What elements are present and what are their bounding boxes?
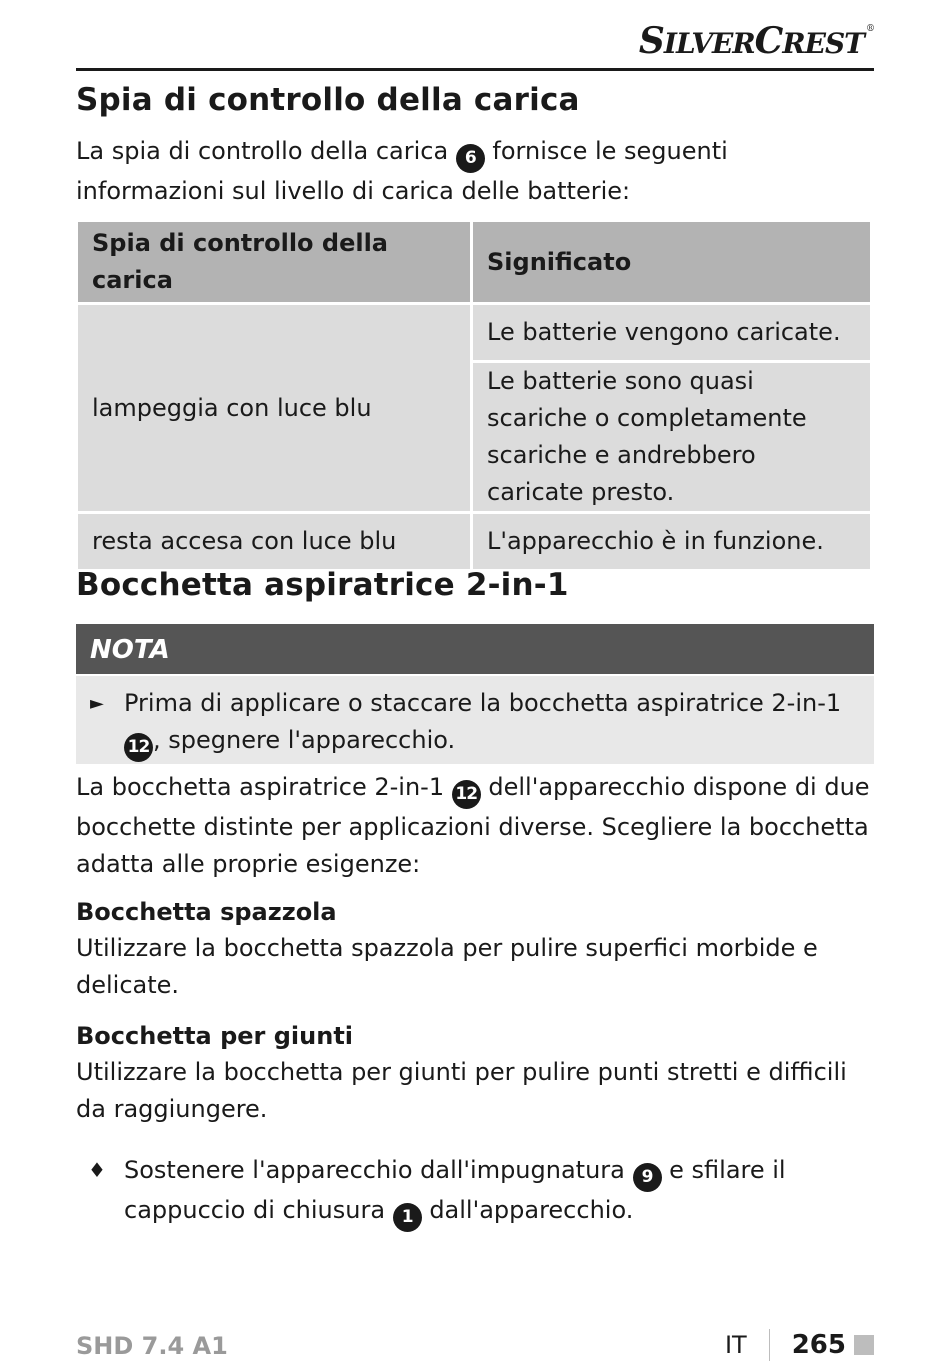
part-ref-6: 6 <box>456 144 485 173</box>
section-title-charge-indicator: Spia di controllo della carica <box>76 82 580 118</box>
table-row <box>78 305 870 360</box>
registered-mark: ® <box>866 24 874 34</box>
note-header: NOTA <box>76 624 874 674</box>
footer-divider <box>769 1329 770 1361</box>
nozzle-intro: La bocchetta aspiratrice 2-in-1 12 dell'apparecchio dispone di due bocchette distinte per applicazioni diverse. Scegliere la bocchetta adatta alle proprie esigenze: <box>76 773 870 878</box>
footer-language: IT <box>724 1331 747 1359</box>
part-ref-9: 9 <box>633 1163 662 1192</box>
footer-page-info <box>725 1328 874 1362</box>
diamond-bullet-icon: ♦ <box>88 1158 106 1182</box>
instruction-step: ♦ Sostenere l'apparecchio dall'impugnatura 9 e sfilare il cappuccio di chiusura 1 dall'apparecchio. <box>76 1152 874 1232</box>
crevice-nozzle-text: Utilizzare la bocchetta per giunti per pulire punti stretti e difficili da raggiungere. <box>76 1058 847 1123</box>
table-cell-indicator: lampeggia con luce blu <box>78 305 470 511</box>
arrow-right-icon: ► <box>90 693 104 714</box>
part-ref-12: 12 <box>452 780 481 809</box>
footer-model: SHD 7.4 A1 <box>76 1332 228 1360</box>
part-ref-12: 12 <box>124 733 153 762</box>
table-cell-meaning: L'apparecchio è in funzione. <box>473 514 870 569</box>
page-number: 265 <box>791 1330 846 1360</box>
charge-indicator-table <box>75 219 873 572</box>
brand-logo: SILVERCREST ® <box>638 20 874 62</box>
note-body: ► Prima di applicare o staccare la bocchetta aspiratrice 2-in-1 12 , spegnere l'apparecchio. <box>76 676 874 764</box>
section-title-nozzle: Bocchetta aspiratrice 2-in-1 <box>76 567 569 603</box>
table-cell-indicator: resta accesa con luce blu <box>78 514 470 569</box>
table-cell-meaning: Le batterie sono quasi scariche o completamente scariche e andrebbero caricate presto. <box>473 363 870 511</box>
header-rule <box>76 68 874 71</box>
table-header-meaning: Significato <box>473 222 870 302</box>
table-row <box>78 514 870 569</box>
table-cell-meaning: Le batterie vengono caricate. <box>473 305 870 360</box>
table-header-indicator: Spia di controllo della carica <box>78 222 470 302</box>
square-marker-icon <box>854 1335 874 1355</box>
table-header-row <box>78 222 870 302</box>
crevice-nozzle-title: Bocchetta per giunti <box>76 1022 354 1050</box>
brush-nozzle-title: Bocchetta spazzola <box>76 898 337 926</box>
part-ref-1: 1 <box>393 1203 422 1232</box>
charge-indicator-intro: La spia di controllo della carica 6 fornisce le seguenti informazioni sul livello di carica delle batterie: <box>76 137 728 205</box>
brush-nozzle-text: Utilizzare la bocchetta spazzola per pulire superfici morbide e delicate. <box>76 934 818 999</box>
